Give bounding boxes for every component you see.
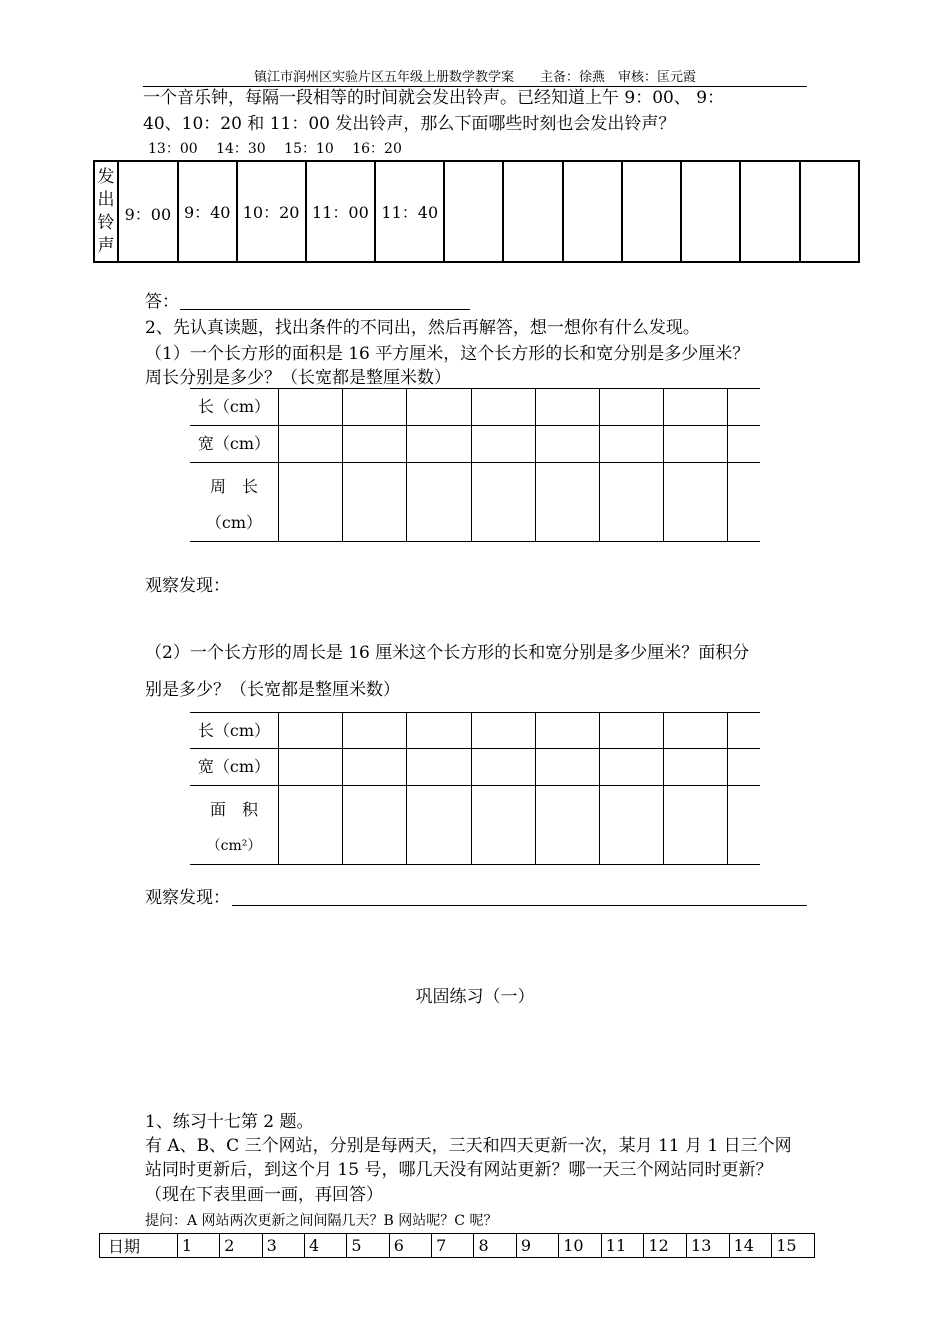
date-cell[interactable]: 6 (389, 1234, 431, 1258)
date-cell[interactable]: 12 (644, 1234, 687, 1258)
row-label-perimeter: 周 长 （cm） (190, 463, 279, 542)
q2-part2-line1: （2）一个长方形的周长是 16 厘米这个长方形的长和宽分别是多少厘米？面积分 (145, 643, 750, 663)
table-cell[interactable] (599, 389, 663, 426)
table-cell[interactable] (343, 749, 407, 786)
table-cell[interactable] (343, 389, 407, 426)
table-cell[interactable] (535, 786, 599, 865)
table-cell[interactable] (599, 786, 663, 865)
table-cell[interactable] (599, 463, 663, 542)
table-cell[interactable] (407, 426, 471, 463)
date-cell[interactable]: 9 (516, 1234, 558, 1258)
date-cell[interactable]: 3 (262, 1234, 304, 1258)
table-cell[interactable] (407, 463, 471, 542)
bell-time-cell[interactable] (444, 161, 503, 262)
table-cell[interactable] (535, 749, 599, 786)
table-cell[interactable] (471, 426, 535, 463)
table-cell[interactable] (599, 749, 663, 786)
ex1-title: 1、练习十七第 2 题。 (145, 1112, 314, 1132)
table-cell[interactable] (279, 426, 343, 463)
date-cell[interactable]: 15 (772, 1234, 815, 1258)
row-label-width: 宽（cm） (190, 749, 279, 786)
table-cell[interactable] (535, 463, 599, 542)
table-cell[interactable] (728, 786, 760, 865)
date-cell[interactable]: 10 (559, 1234, 602, 1258)
table-cell[interactable] (471, 749, 535, 786)
observe-answer-line[interactable] (232, 905, 807, 906)
page-header: 镇江市润州区实验片区五年级上册数学教学案 主备：徐燕 审核：匡元霞 (143, 66, 807, 87)
table-cell[interactable] (343, 463, 407, 542)
bell-time-cell[interactable] (622, 161, 681, 262)
date-cell[interactable]: 7 (432, 1234, 474, 1258)
date-cell[interactable]: 4 (304, 1234, 346, 1258)
table-cell[interactable] (407, 749, 471, 786)
table-cell[interactable] (599, 426, 663, 463)
table-cell[interactable] (664, 463, 728, 542)
date-cell[interactable]: 1 (177, 1234, 219, 1258)
table-cell[interactable] (728, 426, 760, 463)
table-cell[interactable] (599, 713, 663, 749)
table-cell[interactable] (279, 786, 343, 865)
table-cell[interactable] (664, 713, 728, 749)
table-cell[interactable] (407, 389, 471, 426)
bell-time-cell[interactable] (800, 161, 859, 262)
bell-time-cell[interactable] (740, 161, 799, 262)
table-cell[interactable] (343, 426, 407, 463)
table-cell[interactable] (728, 463, 760, 542)
bell-time-cell: 9：40 (178, 161, 237, 262)
date-table (99, 1233, 815, 1258)
q2-part1-line2: 周长分别是多少？（长宽都是整厘米数） (145, 368, 451, 388)
bell-time-cell: 11：40 (375, 161, 444, 262)
table-cell[interactable] (279, 463, 343, 542)
ex1-line2: 站同时更新后，到这个月 15 号，哪几天没有网站更新？哪一天三个网站同时更新？ (145, 1160, 773, 1180)
row-label-length: 长（cm） (190, 713, 279, 749)
date-label: 日期 (100, 1234, 178, 1258)
table-cell[interactable] (471, 786, 535, 865)
q1-line2: 40、10：20 和 11：00 发出铃声，那么下面哪些时刻也会发出铃声？ (143, 114, 676, 134)
table-cell[interactable] (471, 713, 535, 749)
observe-label-2: 观察发现： (145, 888, 230, 908)
bell-time-cell: 10：20 (237, 161, 306, 262)
observe-label-1: 观察发现： (145, 576, 230, 596)
table-cell[interactable] (407, 786, 471, 865)
date-cell[interactable]: 8 (474, 1234, 516, 1258)
table-cell[interactable] (279, 749, 343, 786)
table-cell[interactable] (535, 426, 599, 463)
table-cell[interactable] (664, 389, 728, 426)
bell-time-cell[interactable] (503, 161, 562, 262)
q2-part2-line2: 别是多少？（长宽都是整厘米数） (145, 680, 400, 700)
ex1-line3: （现在下表里画一画，再回答） (145, 1185, 383, 1205)
q2-part1-line1: （1）一个长方形的面积是 16 平方厘米，这个长方形的长和宽分别是多少厘米？ (145, 344, 750, 364)
ex1-hint: 提问：A 网站两次更新之间间隔几天？B 网站呢？C 呢？ (145, 1213, 498, 1229)
bell-time-cell[interactable] (563, 161, 622, 262)
ex1-line1: 有 A、B、C 三个网站，分别是每两天，三天和四天更新一次，某月 11 月 1 日三个网 (145, 1136, 792, 1156)
section-title: 巩固练习（一） (415, 987, 535, 1007)
bell-table-label: 发出铃声 (94, 161, 118, 262)
table-cell[interactable] (471, 389, 535, 426)
q2-intro: 2、先认真读题，找出条件的不同出，然后再解答，想一想你有什么发现。 (145, 318, 700, 338)
table-cell[interactable] (279, 713, 343, 749)
table-cell[interactable] (407, 713, 471, 749)
row-label-area: 面 积 （cm²） (190, 786, 279, 865)
date-cell[interactable]: 11 (601, 1234, 644, 1258)
table-cell[interactable] (728, 749, 760, 786)
bell-time-cell: 9：00 (118, 161, 178, 262)
table-cell[interactable] (471, 463, 535, 542)
table-cell[interactable] (535, 389, 599, 426)
date-cell[interactable]: 13 (687, 1234, 730, 1258)
q1-options: 13：00 14：30 15：10 16：20 (148, 141, 402, 157)
table-cell[interactable] (664, 749, 728, 786)
bell-time-table (93, 160, 860, 263)
table-cell[interactable] (664, 426, 728, 463)
bell-time-cell[interactable] (681, 161, 740, 262)
row-label-length: 长（cm） (190, 389, 279, 426)
area-table (190, 388, 760, 542)
bell-time-cell: 11：00 (306, 161, 376, 262)
table-cell[interactable] (279, 389, 343, 426)
answer-label: 答： (145, 292, 179, 312)
answer-line[interactable] (180, 309, 470, 310)
table-cell[interactable] (343, 713, 407, 749)
table-cell[interactable] (728, 389, 760, 426)
date-cell[interactable]: 14 (729, 1234, 772, 1258)
table-cell[interactable] (343, 786, 407, 865)
table-cell[interactable] (728, 713, 760, 749)
date-cell[interactable]: 2 (220, 1234, 262, 1258)
date-cell[interactable]: 5 (347, 1234, 389, 1258)
table-cell[interactable] (535, 713, 599, 749)
perimeter-table (190, 712, 760, 865)
q1-line1: 一个音乐钟，每隔一段相等的时间就会发出铃声。已经知道上午 9：00、 9： (143, 88, 725, 108)
table-cell[interactable] (664, 786, 728, 865)
row-label-width: 宽（cm） (190, 426, 279, 463)
